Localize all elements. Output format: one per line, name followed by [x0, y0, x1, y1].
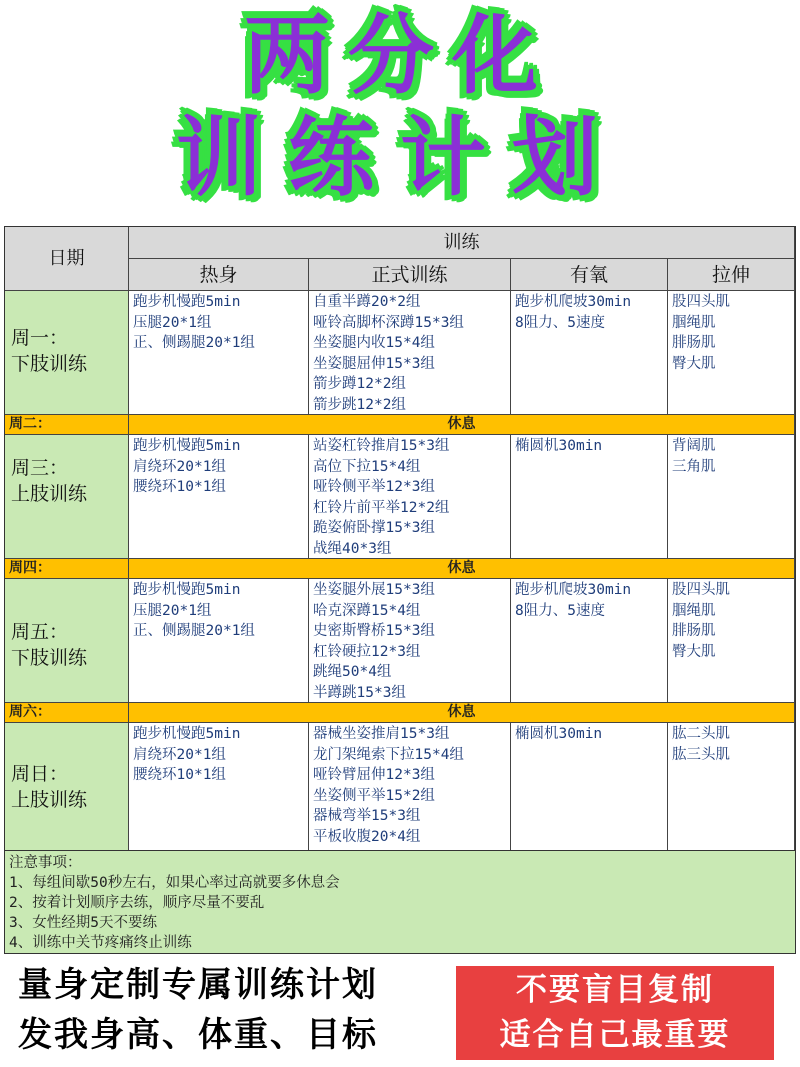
main-list — [309, 435, 511, 559]
stretch-list — [668, 723, 795, 851]
list-item: 平板收腹20*4组 — [313, 828, 421, 845]
header-warmup: 热身 — [129, 259, 309, 291]
list-item: 压腿20*1组 — [133, 314, 212, 331]
list-item: 跑步机慢跑5min — [133, 294, 241, 310]
day-label-line2: 上肢训练 — [11, 789, 88, 811]
notes-box — [4, 850, 796, 954]
header-cardio: 有氧 — [511, 259, 668, 291]
list-item: 史密斯臀桥15*3组 — [313, 623, 435, 639]
footer-cta-line2: 发我身高、体重、目标 — [18, 1015, 378, 1055]
list-item: 跑步机爬坡30min — [515, 294, 632, 310]
warmup-list — [129, 723, 309, 851]
list-item: 跳绳50*4组 — [313, 664, 392, 680]
list-item: 站姿杠铃推肩15*3组 — [313, 438, 450, 454]
list-item: 哈克深蹲15*4组 — [313, 602, 421, 619]
warmup-list — [129, 435, 309, 559]
main-list — [309, 579, 511, 703]
rest-text-tue: 休息 — [129, 415, 795, 435]
rest-label-sat: 周六： — [5, 703, 129, 723]
stretch-list — [668, 291, 795, 415]
list-item: 自重半蹲20*2组 — [313, 294, 421, 310]
list-item: 跪姿俯卧撑15*3组 — [313, 520, 435, 536]
header-main: 正式训练 — [309, 259, 511, 291]
day-label-line2: 上肢训练 — [11, 483, 88, 505]
list-item: 肱三头肌 — [672, 746, 730, 763]
note-item: 4、训练中关节疼痛终止训练 — [9, 935, 192, 951]
list-item: 正、侧踢腿20*1组 — [133, 335, 255, 351]
note-item: 3、女性经期5天不要练 — [9, 915, 157, 931]
day-label-sun — [5, 723, 129, 851]
cardio-list — [511, 723, 668, 851]
list-item: 椭圆机30min — [515, 438, 603, 454]
list-item: 腓肠肌 — [672, 623, 716, 639]
list-item: 跑步机慢跑5min — [133, 726, 241, 742]
footer-cta-line1: 量身定制专属训练计划 — [18, 965, 378, 1005]
list-item: 坐姿侧平举15*2组 — [313, 787, 435, 804]
title-line-1: 两分化 — [244, 6, 556, 106]
day-label-wed — [5, 435, 129, 559]
list-item: 椭圆机30min — [515, 726, 603, 742]
list-item: 龙门架绳索下拉15*4组 — [313, 746, 464, 763]
rest-text-sat: 休息 — [129, 703, 795, 723]
list-item: 背阔肌 — [672, 438, 716, 454]
rest-text-thu: 休息 — [129, 559, 795, 579]
day-label-line2: 下肢训练 — [11, 353, 88, 375]
list-item: 三角肌 — [672, 458, 716, 475]
day-label-line1: 周三： — [11, 457, 69, 479]
note-item: 2、按着计划顺序去练，顺序尽量不要乱 — [9, 895, 265, 911]
rest-label-tue: 周二： — [5, 415, 129, 435]
list-item: 半蹲跳15*3组 — [313, 684, 406, 701]
list-item: 跑步机慢跑5min — [133, 438, 241, 454]
note-item: 1、每组间歇50秒左右，如果心率过高就要多休息会 — [9, 875, 340, 891]
list-item: 腘绳肌 — [672, 602, 716, 619]
list-item: 器械坐姿推肩15*3组 — [313, 726, 450, 742]
warning-banner — [456, 966, 774, 1060]
list-item: 压腿20*1组 — [133, 602, 212, 619]
cardio-list — [511, 291, 668, 415]
list-item: 肩绕环20*1组 — [133, 458, 226, 475]
list-item: 正、侧踢腿20*1组 — [133, 623, 255, 639]
header-date: 日期 — [5, 227, 129, 291]
list-item: 腰绕环10*1组 — [133, 479, 226, 495]
list-item: 坐姿腿屈伸15*3组 — [313, 355, 435, 372]
list-item: 8阻力、5速度 — [515, 314, 605, 331]
warmup-list — [129, 579, 309, 703]
list-item: 跑步机慢跑5min — [133, 582, 241, 598]
list-item: 肩绕环20*1组 — [133, 746, 226, 763]
list-item: 8阻力、5速度 — [515, 602, 605, 619]
list-item: 箭步跳12*2组 — [313, 396, 406, 413]
list-item: 坐姿腿外展15*3组 — [313, 582, 435, 598]
list-item: 肱二头肌 — [672, 726, 730, 742]
main-list — [309, 291, 511, 415]
footer-cta — [18, 960, 458, 1060]
list-item: 腰绕环10*1组 — [133, 767, 226, 783]
day-label-fri — [5, 579, 129, 703]
title-line-2: 训练计划 — [176, 108, 624, 208]
warning-banner-line2: 适合自己最重要 — [499, 1017, 731, 1053]
day-label-line1: 周日： — [11, 763, 69, 785]
cardio-list — [511, 579, 668, 703]
list-item: 跑步机爬坡30min — [515, 582, 632, 598]
list-item: 哑铃臂屈伸12*3组 — [313, 767, 435, 783]
list-item: 臀大肌 — [672, 643, 716, 660]
header-stretch: 拉伸 — [668, 259, 795, 291]
warning-banner-line1: 不要盲目复制 — [516, 972, 714, 1008]
stretch-list — [668, 579, 795, 703]
list-item: 战绳40*3组 — [313, 540, 392, 557]
list-item: 腓肠肌 — [672, 335, 716, 351]
list-item: 杠铃片前平举12*2组 — [313, 499, 450, 516]
list-item: 股四头肌 — [672, 294, 730, 310]
notes-heading: 注意事项： — [9, 855, 82, 871]
day-label-line1: 周一： — [11, 327, 69, 349]
day-label-mon — [5, 291, 129, 415]
training-table — [4, 226, 796, 852]
list-item: 哑铃侧平举12*3组 — [313, 479, 435, 495]
list-item: 器械弯举15*3组 — [313, 808, 421, 824]
stretch-list — [668, 435, 795, 559]
list-item: 高位下拉15*4组 — [313, 458, 421, 475]
list-item: 坐姿腿内收15*4组 — [313, 335, 435, 351]
header-training: 训练 — [129, 227, 795, 259]
list-item: 腘绳肌 — [672, 314, 716, 331]
main-list — [309, 723, 511, 851]
warmup-list — [129, 291, 309, 415]
rest-label-thu: 周四： — [5, 559, 129, 579]
title-block — [0, 0, 800, 218]
list-item: 股四头肌 — [672, 582, 730, 598]
list-item: 哑铃高脚杯深蹲15*3组 — [313, 314, 464, 331]
cardio-list — [511, 435, 668, 559]
day-label-line2: 下肢训练 — [11, 647, 88, 669]
list-item: 箭步蹲12*2组 — [313, 376, 406, 392]
list-item: 臀大肌 — [672, 355, 716, 372]
list-item: 杠铃硬拉12*3组 — [313, 643, 421, 660]
day-label-line1: 周五： — [11, 621, 69, 643]
